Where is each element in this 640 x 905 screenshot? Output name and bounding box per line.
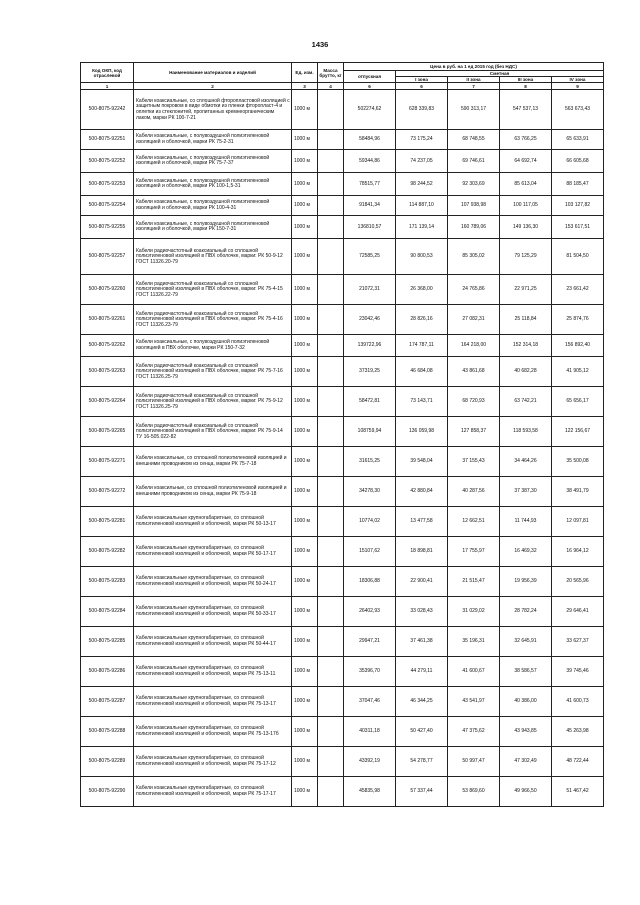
row-mass [318, 597, 344, 627]
row-zone-1-price: 42 880,84 [396, 477, 448, 507]
row-name: Кабели коаксильные, со сплошной полиэтиленовой изоляцией и внешними проводником из сенца, марки РК 75-9-18 [134, 477, 292, 507]
row-zone-3-price: 22 971,25 [500, 275, 552, 305]
row-unit: 1000 м [292, 747, 318, 777]
row-name: Кабели коаксиальные крупногабаритные, со сплошной полиэтиленовой изоляцией и оболочкой, марки РК 50-44-17 [134, 627, 292, 657]
row-code: 500-8075-92283 [81, 567, 134, 597]
row-code: 500-8075-92284 [81, 597, 134, 627]
header-zone-3: III зона [500, 77, 552, 83]
row-zone-3-price: 47 302,49 [500, 747, 552, 777]
row-mass [318, 335, 344, 357]
table-row [81, 567, 604, 597]
table-row [81, 687, 604, 717]
table-row [81, 387, 604, 417]
row-mass [318, 627, 344, 657]
header-estimate: Сметная [396, 71, 604, 77]
row-mass [318, 216, 344, 239]
row-name: Кабели радиочастотный коаксиальный со сплошной полиэтиленовой изоляцией в ПВХ оболочке, марки: РК 75-4-16 ГОСТ 11326.23-79 [134, 305, 292, 335]
row-zone-4-price: 23 661,42 [552, 275, 604, 305]
table-row [81, 747, 604, 777]
row-code: 500-8075-92288 [81, 717, 134, 747]
row-unit: 1000 м [292, 239, 318, 275]
row-release-price: 37319,25 [344, 357, 396, 387]
row-zone-3-price: 19 956,39 [500, 567, 552, 597]
row-mass [318, 173, 344, 196]
row-unit: 1000 м [292, 357, 318, 387]
row-zone-2-price: 164 218,00 [448, 335, 500, 357]
row-zone-1-price: 28 826,16 [396, 305, 448, 335]
table-row [81, 507, 604, 537]
row-unit: 1000 м [292, 387, 318, 417]
header-code: Код ОКП, код отраслевой [81, 63, 134, 83]
row-release-price: 108759,94 [344, 417, 396, 447]
row-zone-4-price: 29 646,41 [552, 597, 604, 627]
row-zone-2-price: 43 861,68 [448, 357, 500, 387]
table-row [81, 335, 604, 357]
row-mass [318, 567, 344, 597]
row-zone-3-price: 16 469,32 [500, 537, 552, 567]
row-code: 500-8075-92251 [81, 130, 134, 150]
row-zone-2-price: 68 748,55 [448, 130, 500, 150]
column-number: 9 [552, 83, 604, 90]
header-zone-4: IV зона [552, 77, 604, 83]
row-unit: 1000 м [292, 216, 318, 239]
row-release-price: 136810,57 [344, 216, 396, 239]
row-zone-1-price: 73 143,71 [396, 387, 448, 417]
row-zone-2-price: 24 765,86 [448, 275, 500, 305]
row-zone-1-price: 46 684,08 [396, 357, 448, 387]
row-zone-1-price: 136 059,98 [396, 417, 448, 447]
row-zone-1-price: 54 278,77 [396, 747, 448, 777]
row-code: 500-8075-92263 [81, 357, 134, 387]
table-row [81, 196, 604, 216]
row-release-price: 72585,25 [344, 239, 396, 275]
header-zone-1: I зона [396, 77, 448, 83]
row-zone-4-price: 48 722,44 [552, 747, 604, 777]
row-zone-2-price: 590 313,17 [448, 90, 500, 130]
table-row [81, 597, 604, 627]
row-unit: 1000 м [292, 305, 318, 335]
row-name: Кабели радиочастотный коаксиальный со сплошной полиэтиленовой изоляцией в ПВХ оболочке, марки: РК 75-4-15 ГОСТ 11326.22-79 [134, 275, 292, 305]
row-name: Кабели коаксиальные крупногабаритные, со сплошной полиэтиленовой изоляцией и оболочкой, марки РК 75-13-17б [134, 717, 292, 747]
row-release-price: 35396,70 [344, 657, 396, 687]
row-zone-3-price: 43 943,85 [500, 717, 552, 747]
row-zone-4-price: 16 964,12 [552, 537, 604, 567]
table-row [81, 216, 604, 239]
table-row [81, 357, 604, 387]
row-code: 500-8075-92282 [81, 537, 134, 567]
row-zone-1-price: 50 427,40 [396, 717, 448, 747]
row-zone-3-price: 40 682,28 [500, 357, 552, 387]
row-mass [318, 747, 344, 777]
row-zone-1-price: 44 279,11 [396, 657, 448, 687]
row-code: 500-8075-92255 [81, 216, 134, 239]
row-mass [318, 717, 344, 747]
row-mass [318, 239, 344, 275]
row-zone-3-price: 25 118,84 [500, 305, 552, 335]
row-release-price: 37047,46 [344, 687, 396, 717]
row-zone-4-price: 41 905,12 [552, 357, 604, 387]
row-zone-3-price: 79 125,29 [500, 239, 552, 275]
row-zone-3-price: 85 613,04 [500, 173, 552, 196]
row-unit: 1000 м [292, 447, 318, 477]
row-release-price: 91841,34 [344, 196, 396, 216]
row-zone-3-price: 32 645,91 [500, 627, 552, 657]
row-code: 500-8075-92287 [81, 687, 134, 717]
row-unit: 1000 м [292, 150, 318, 173]
row-unit: 1000 м [292, 130, 318, 150]
row-name: Кабели коаксиальные крупногабаритные, со сплошной полиэтиленовой изоляцией и оболочкой, марки РК 50-33-17 [134, 597, 292, 627]
row-zone-1-price: 174 787,11 [396, 335, 448, 357]
row-zone-2-price: 160 789,06 [448, 216, 500, 239]
row-release-price: 26402,93 [344, 597, 396, 627]
row-code: 500-8075-92257 [81, 239, 134, 275]
row-code: 500-8075-92260 [81, 275, 134, 305]
row-zone-1-price: 74 237,05 [396, 150, 448, 173]
row-zone-4-price: 81 504,50 [552, 239, 604, 275]
row-code: 500-8075-92242 [81, 90, 134, 130]
row-zone-1-price: 171 139,14 [396, 216, 448, 239]
row-zone-4-price: 41 600,73 [552, 687, 604, 717]
table-row [81, 717, 604, 747]
row-release-price: 18306,88 [344, 567, 396, 597]
row-code: 500-8075-92254 [81, 196, 134, 216]
price-table [80, 62, 604, 807]
row-code: 500-8075-92253 [81, 173, 134, 196]
row-name: Кабели радиочастотный коаксиальный со сплошной полиэтиленовой изоляцией в ПВХ оболочке, марки: РК 75-9-14 ТУ 16-505.022-82 [134, 417, 292, 447]
row-zone-3-price: 547 537,13 [500, 90, 552, 130]
row-unit: 1000 м [292, 687, 318, 717]
row-zone-2-price: 37 155,43 [448, 447, 500, 477]
row-zone-4-price: 122 156,67 [552, 417, 604, 447]
row-code: 500-8075-92289 [81, 747, 134, 777]
row-zone-3-price: 152 314,18 [500, 335, 552, 357]
table-row [81, 417, 604, 447]
row-code: 500-8075-92265 [81, 417, 134, 447]
row-mass [318, 357, 344, 387]
row-zone-3-price: 63 766,25 [500, 130, 552, 150]
row-release-price: 58484,96 [344, 130, 396, 150]
row-mass [318, 477, 344, 507]
row-code: 500-8075-92290 [81, 777, 134, 807]
row-zone-4-price: 65 633,91 [552, 130, 604, 150]
row-mass [318, 447, 344, 477]
row-zone-4-price: 103 127,82 [552, 196, 604, 216]
row-zone-2-price: 40 287,56 [448, 477, 500, 507]
row-release-price: 59344,86 [344, 150, 396, 173]
row-code: 500-8075-92252 [81, 150, 134, 173]
row-name: Кабели радиочастотный коаксиальный со сплошной полиэтиленовой изоляцией в ПВХ оболочке, марки: РК 75-7-16 ГОСТ 11326.25-79 [134, 357, 292, 387]
table-row [81, 305, 604, 335]
row-unit: 1000 м [292, 417, 318, 447]
row-zone-4-price: 66 605,68 [552, 150, 604, 173]
row-zone-3-price: 64 692,74 [500, 150, 552, 173]
column-number: 6 [396, 83, 448, 90]
row-zone-1-price: 114 887,10 [396, 196, 448, 216]
row-unit: 1000 м [292, 173, 318, 196]
row-zone-2-price: 35 196,31 [448, 627, 500, 657]
row-zone-4-price: 33 627,37 [552, 627, 604, 657]
row-release-price: 21072,31 [344, 275, 396, 305]
row-release-price: 29947,21 [344, 627, 396, 657]
row-zone-2-price: 50 997,47 [448, 747, 500, 777]
row-name: Кабели коаксиальные, со сплошной фторопластовой изоляцией с защитным покровом в виде обмотки из пленки фторопласт-4 и оплетки из стеклонитей, пропитанных кремнеорганическим лаком, марки РК 100-7-21 [134, 90, 292, 130]
row-zone-3-price: 37 387,30 [500, 477, 552, 507]
row-unit: 1000 м [292, 657, 318, 687]
row-unit: 1000 м [292, 335, 318, 357]
row-unit: 1000 м [292, 477, 318, 507]
row-zone-2-price: 69 746,61 [448, 150, 500, 173]
row-code: 500-8075-92281 [81, 507, 134, 537]
row-zone-1-price: 46 344,25 [396, 687, 448, 717]
column-number-row [81, 83, 604, 90]
row-zone-2-price: 92 303,69 [448, 173, 500, 196]
row-zone-3-price: 34 464,26 [500, 447, 552, 477]
table-row [81, 150, 604, 173]
row-code: 500-8075-92285 [81, 627, 134, 657]
header-name: Наименование материалов и изделий [134, 63, 292, 83]
row-unit: 1000 м [292, 627, 318, 657]
row-zone-1-price: 22 900,41 [396, 567, 448, 597]
table-row [81, 627, 604, 657]
row-name: Кабели коаксиальные крупногабаритные, со сплошной полиэтиленовой изоляцией и оболочкой, марки РК 50-13-17 [134, 507, 292, 537]
row-zone-2-price: 31 029,02 [448, 597, 500, 627]
row-code: 500-8075-92264 [81, 387, 134, 417]
row-release-price: 43392,19 [344, 747, 396, 777]
row-release-price: 58472,81 [344, 387, 396, 417]
row-name: Кабели коаксиальные крупногабаритные, со сплошной полиэтиленовой изоляцией и оболочкой, марки РК 50-17-17 [134, 537, 292, 567]
table-row [81, 447, 604, 477]
row-mass [318, 387, 344, 417]
row-mass [318, 777, 344, 807]
row-name: Кабели радиочастотный коаксиальный со сплошной полиэтиленовой изоляцией в ПВХ оболочке, марки: РК 50-9-12 ГОСТ 11326.20-79 [134, 239, 292, 275]
row-name: Кабели коаксиальные крупногабаритные, со сплошной полиэтиленовой изоляцией и оболочкой, марки РК 75-17-17 [134, 777, 292, 807]
row-zone-4-price: 563 673,43 [552, 90, 604, 130]
row-code: 500-8075-92271 [81, 447, 134, 477]
row-zone-1-price: 628 339,83 [396, 90, 448, 130]
row-release-price: 31615,25 [344, 447, 396, 477]
row-zone-4-price: 51 467,42 [552, 777, 604, 807]
row-zone-2-price: 127 858,37 [448, 417, 500, 447]
row-mass [318, 90, 344, 130]
row-zone-2-price: 107 938,98 [448, 196, 500, 216]
row-release-price: 502274,62 [344, 90, 396, 130]
row-mass [318, 417, 344, 447]
row-zone-1-price: 33 028,43 [396, 597, 448, 627]
row-code: 500-8075-92286 [81, 657, 134, 687]
row-zone-3-price: 28 782,24 [500, 597, 552, 627]
table-row [81, 239, 604, 275]
row-mass [318, 305, 344, 335]
row-name: Кабели коаксиальные, с полувоздушной полиэтиленовой изоляцией и оболочкой, марки РК 75-7-37 [134, 150, 292, 173]
column-number: 8 [500, 83, 552, 90]
row-name: Кабели коаксиальные, с полувоздушной полиэтиленовой изоляцией в ПВХ оболочке, марки РК 150-7-32 [134, 335, 292, 357]
row-zone-4-price: 153 617,51 [552, 216, 604, 239]
row-zone-1-price: 90 800,53 [396, 239, 448, 275]
row-zone-4-price: 65 656,17 [552, 387, 604, 417]
row-zone-4-price: 35 500,08 [552, 447, 604, 477]
row-zone-1-price: 57 337,44 [396, 777, 448, 807]
row-zone-3-price: 49 966,50 [500, 777, 552, 807]
table-row [81, 777, 604, 807]
row-zone-1-price: 73 175,24 [396, 130, 448, 150]
row-mass [318, 657, 344, 687]
row-code: 500-8075-92261 [81, 305, 134, 335]
row-unit: 1000 м [292, 777, 318, 807]
row-release-price: 78515,77 [344, 173, 396, 196]
table-row [81, 173, 604, 196]
row-name: Кабели коаксиальные крупногабаритные, со сплошной полиэтиленовой изоляцией и оболочкой, марки РК 75-13-17 [134, 687, 292, 717]
row-zone-2-price: 41 600,67 [448, 657, 500, 687]
row-mass [318, 507, 344, 537]
row-name: Кабели коаксиальные крупногабаритные, со сплошной полиэтиленовой изоляцией и оболочкой, марки РК 75-17-12 [134, 747, 292, 777]
row-unit: 1000 м [292, 275, 318, 305]
column-number: 7 [448, 83, 500, 90]
row-release-price: 139722,96 [344, 335, 396, 357]
table-row [81, 657, 604, 687]
row-unit: 1000 м [292, 597, 318, 627]
row-zone-4-price: 20 565,96 [552, 567, 604, 597]
row-mass [318, 150, 344, 173]
row-zone-4-price: 12 097,81 [552, 507, 604, 537]
row-zone-3-price: 63 742,21 [500, 387, 552, 417]
row-zone-1-price: 18 898,81 [396, 537, 448, 567]
row-zone-4-price: 25 874,76 [552, 305, 604, 335]
row-unit: 1000 м [292, 567, 318, 597]
row-zone-4-price: 88 185,47 [552, 173, 604, 196]
row-release-price: 40311,18 [344, 717, 396, 747]
row-zone-2-price: 43 541,97 [448, 687, 500, 717]
row-mass [318, 130, 344, 150]
row-zone-1-price: 39 548,04 [396, 447, 448, 477]
header-price-group: Цена в руб. на 1 ед 2015 год (без НДС) [344, 63, 604, 71]
row-zone-1-price: 37 461,38 [396, 627, 448, 657]
row-zone-3-price: 118 593,58 [500, 417, 552, 447]
row-unit: 1000 м [292, 717, 318, 747]
page-number: 1436 [311, 40, 329, 49]
table-row [81, 275, 604, 305]
row-zone-2-price: 68 720,93 [448, 387, 500, 417]
row-name: Кабели коаксиальные, с полувоздушной полиэтиленовой изоляцией и оболочкой, марки РК 100-1,5-31 [134, 173, 292, 196]
table-row [81, 130, 604, 150]
row-zone-4-price: 156 892,40 [552, 335, 604, 357]
row-name: Кабели коаксильные, со сплошной полиэтиленовой изоляцией и внешними проводником из сенца, марки РК 75-7-18 [134, 447, 292, 477]
row-mass [318, 275, 344, 305]
row-zone-4-price: 39 745,46 [552, 657, 604, 687]
row-zone-3-price: 100 117,05 [500, 196, 552, 216]
row-release-price: 45835,98 [344, 777, 396, 807]
header-zone-2: II зона [448, 77, 500, 83]
column-number: 4 [318, 83, 344, 90]
column-number: 3 [292, 83, 318, 90]
table-row [81, 477, 604, 507]
column-number: 2 [134, 83, 292, 90]
row-release-price: 10774,02 [344, 507, 396, 537]
row-release-price: 23042,46 [344, 305, 396, 335]
table-row [81, 537, 604, 567]
row-zone-2-price: 85 305,02 [448, 239, 500, 275]
row-zone-1-price: 98 244,52 [396, 173, 448, 196]
row-release-price: 15107,62 [344, 537, 396, 567]
row-unit: 1000 м [292, 90, 318, 130]
row-unit: 1000 м [292, 196, 318, 216]
row-mass [318, 537, 344, 567]
row-unit: 1000 м [292, 537, 318, 567]
row-zone-1-price: 13 477,58 [396, 507, 448, 537]
header-release: отпускная [344, 71, 396, 83]
row-release-price: 34278,30 [344, 477, 396, 507]
row-name: Кабели радиочастотный коаксиальный со сплошной полиэтиленовой изоляцией в ПВХ оболочке, марки: РК 75-9-12 ГОСТ 11326.25-79 [134, 387, 292, 417]
row-zone-2-price: 53 869,60 [448, 777, 500, 807]
row-name: Кабели коаксиальные, с полувоздушной полиэтиленовой изоляцией и оболочкой, марки РК 75-2-31 [134, 130, 292, 150]
table-row [81, 90, 604, 130]
row-zone-2-price: 17 755,97 [448, 537, 500, 567]
column-number: 6 [344, 83, 396, 90]
row-zone-1-price: 26 368,00 [396, 275, 448, 305]
table-body [81, 90, 604, 807]
row-unit: 1000 м [292, 507, 318, 537]
row-zone-2-price: 21 515,47 [448, 567, 500, 597]
row-zone-3-price: 149 136,30 [500, 216, 552, 239]
row-name: Кабели коаксиальные крупногабаритные, со сплошной полиэтиленовой изоляцией и оболочкой, марки РК 75-13-11 [134, 657, 292, 687]
row-zone-2-price: 12 662,51 [448, 507, 500, 537]
header-mass: Масса брутто, кг [318, 63, 344, 83]
row-zone-2-price: 47 375,62 [448, 717, 500, 747]
row-zone-4-price: 38 491,79 [552, 477, 604, 507]
row-zone-3-price: 38 586,57 [500, 657, 552, 687]
row-mass [318, 196, 344, 216]
column-number: 1 [81, 83, 134, 90]
row-code: 500-8075-92262 [81, 335, 134, 357]
row-code: 500-8075-92272 [81, 477, 134, 507]
row-zone-4-price: 45 263,98 [552, 717, 604, 747]
row-name: Кабели коаксиальные крупногабаритные, со сплошной полиэтиленовой изоляцией и оболочкой, марки РК 50-24-17 [134, 567, 292, 597]
row-zone-3-price: 11 744,93 [500, 507, 552, 537]
row-zone-3-price: 40 386,00 [500, 687, 552, 717]
row-zone-2-price: 27 082,31 [448, 305, 500, 335]
header-unit: Ед. изм. [292, 63, 318, 83]
row-name: Кабели коаксиальные, с полувоздушной полиэтиленовой изоляцией и оболочкой, марки РК 150-7-31 [134, 216, 292, 239]
row-mass [318, 687, 344, 717]
row-name: Кабели коаксиальные, с полувоздушной полиэтиленовой изоляцией и оболочкой, марки РК 100-4-31 [134, 196, 292, 216]
